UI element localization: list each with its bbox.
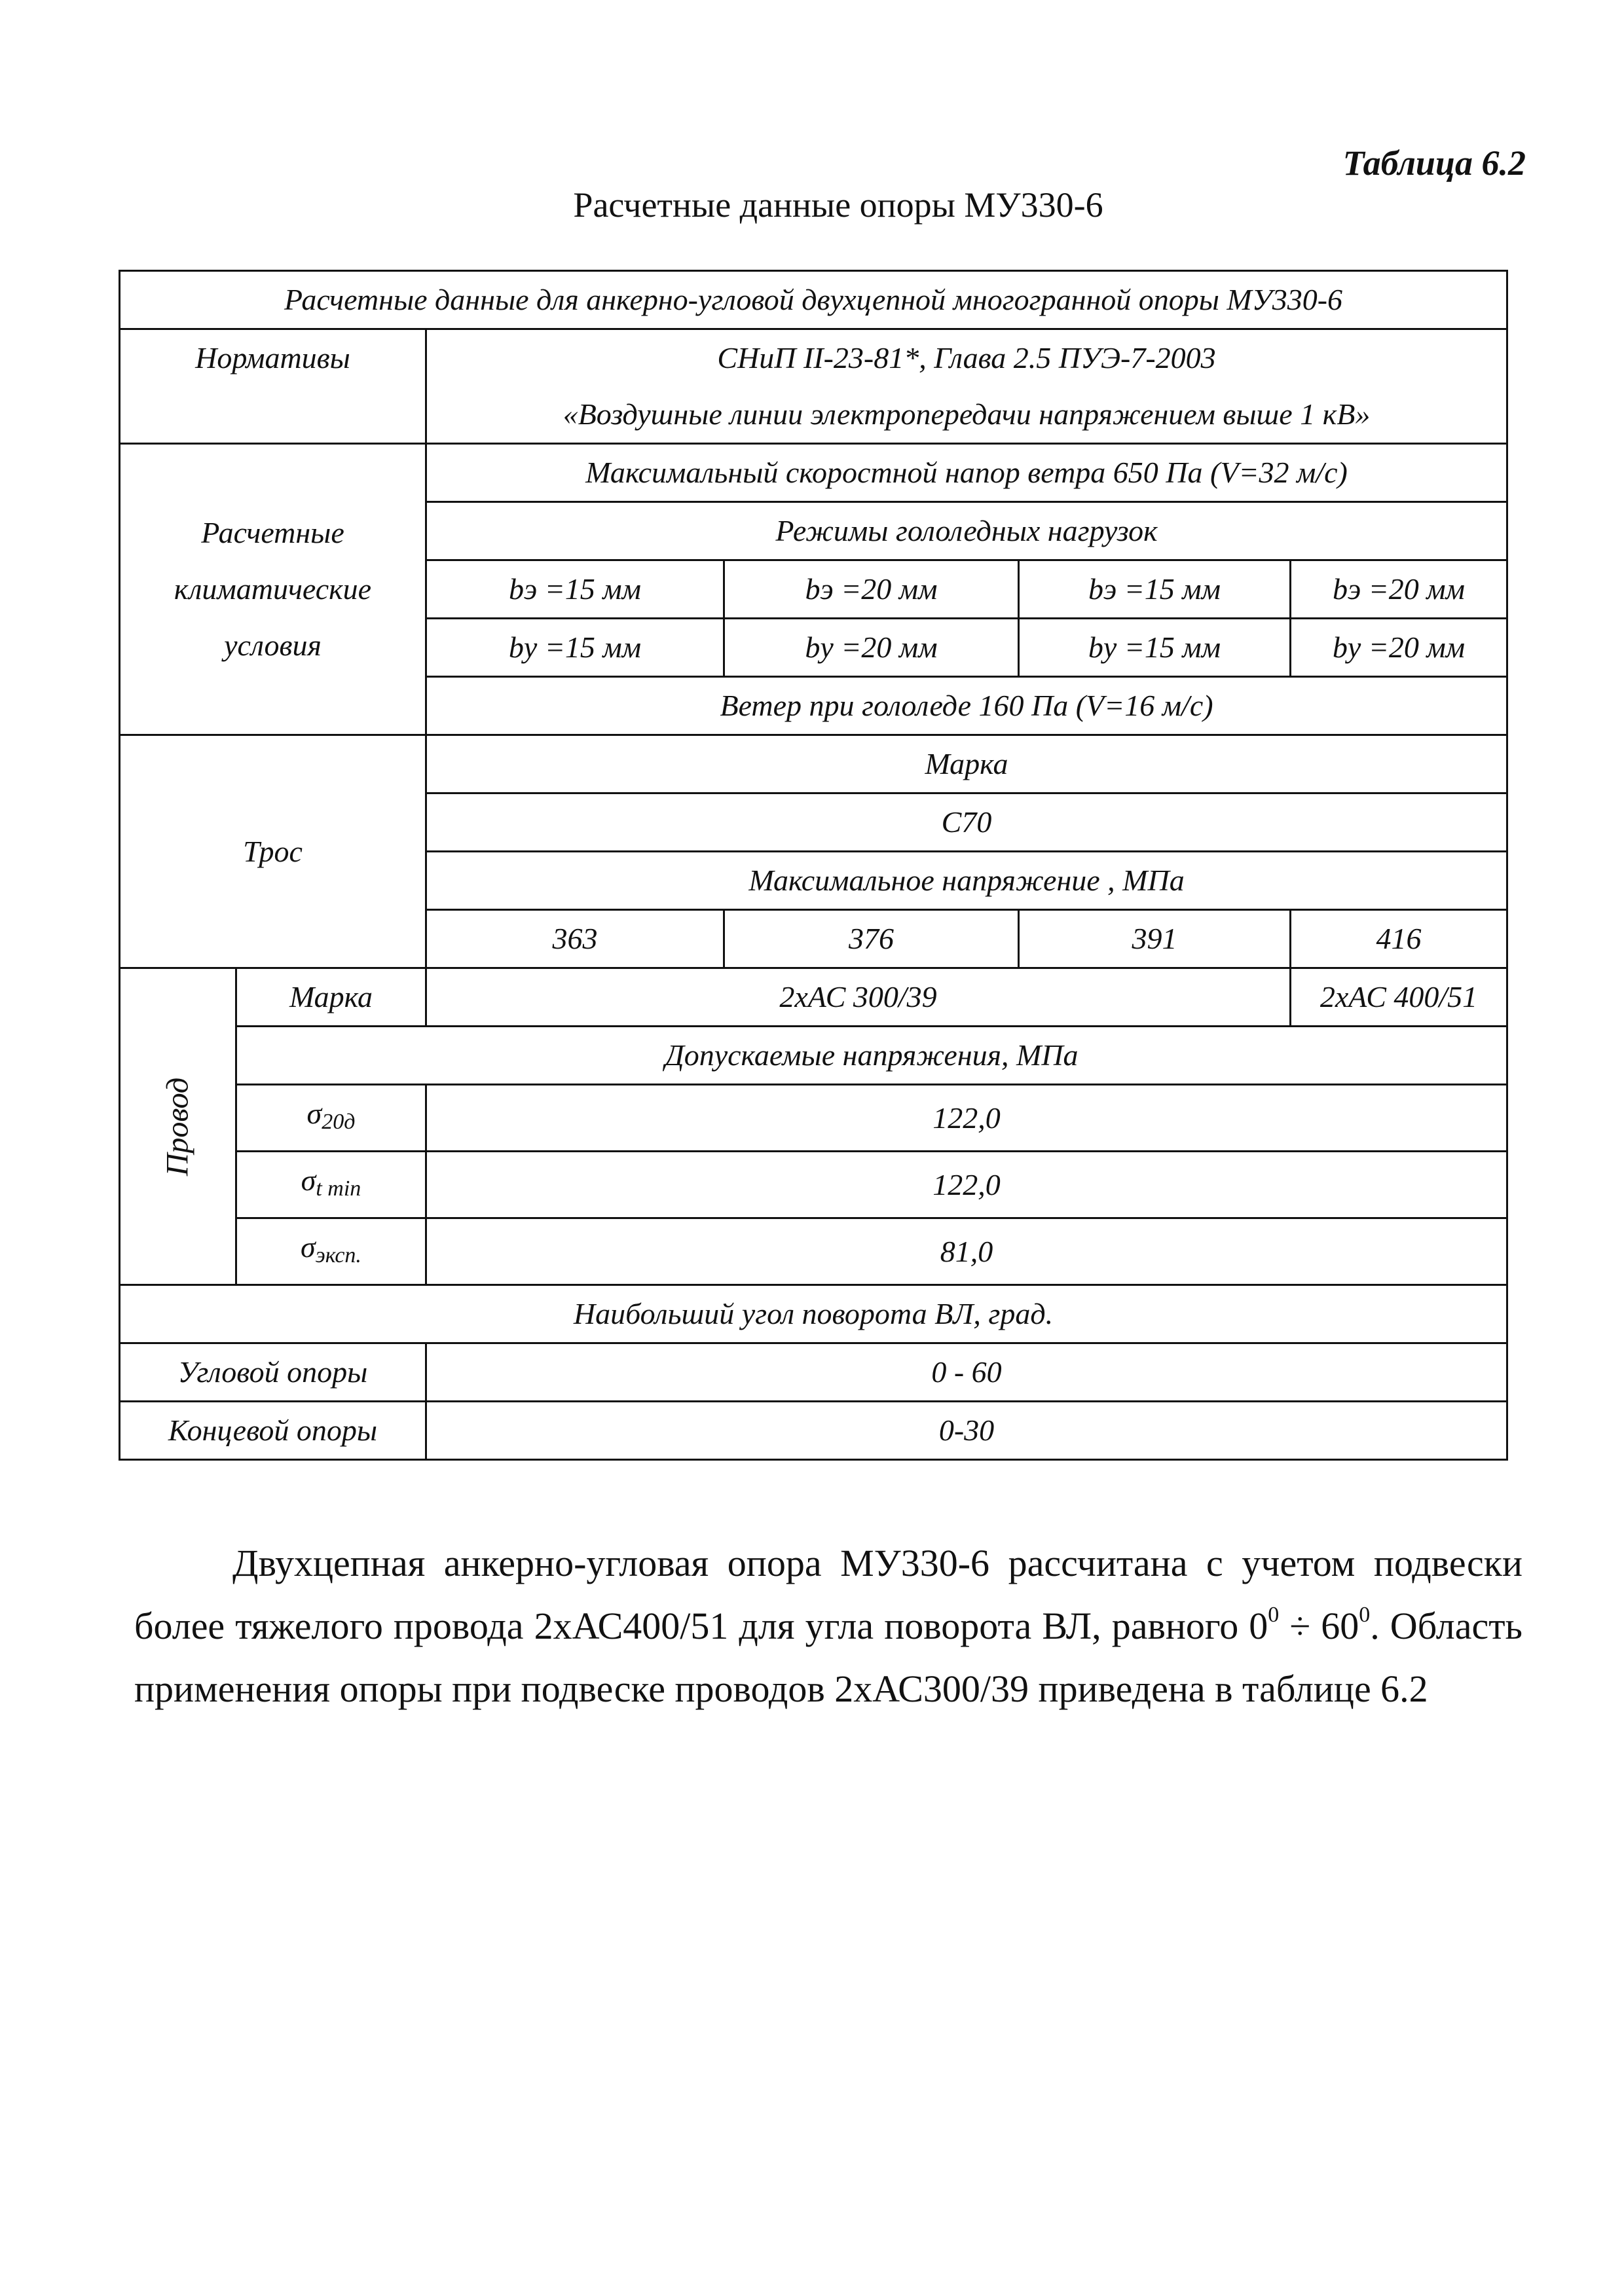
max-wind-cell: Максимальный скоростной напор ветра 650 Па (V=32 м/с) <box>426 444 1507 502</box>
wire-label-cell <box>120 968 236 1285</box>
wire-row-1 <box>120 968 1507 1027</box>
table-title: Расчетные данные опоры МУ330-6 <box>573 185 1103 225</box>
corner-support-value: 0 - 60 <box>426 1343 1507 1402</box>
climate-label-line-2: климатические <box>174 572 372 606</box>
norms-value <box>426 329 1507 444</box>
norms-line-1: СНиП II-23-81*, Глава 2.5 ПУЭ-7-2003 <box>717 341 1216 374</box>
ice-mode-3-be: bэ =15 мм <box>1019 560 1291 619</box>
ice-mode-4-by: by =20 мм <box>1291 619 1507 677</box>
wire-brand-label: Марка <box>236 968 426 1027</box>
sigma-20d-label <box>236 1085 426 1152</box>
sigma-subscript: эксп. <box>315 1243 361 1267</box>
cable-brand-label: Марка <box>426 735 1507 793</box>
sigma-symbol: σ <box>301 1163 316 1197</box>
norms-label: Нормативы <box>120 329 426 444</box>
wire-row-4 <box>120 1152 1507 1218</box>
table-header-cell: Расчетные данные для анкерно-угловой двухцепной многогранной опоры МУ330-6 <box>120 271 1507 329</box>
wire-row-5 <box>120 1218 1507 1285</box>
sigma-20d-value: 122,0 <box>426 1085 1507 1152</box>
ice-modes-cell: Режимы гололедных нагрузок <box>426 502 1507 560</box>
wire-row-2 <box>120 1027 1507 1085</box>
norms-line-2: «Воздушные линии электропередачи напряжением выше 1 кВ» <box>563 397 1371 431</box>
sigma-subscript: t min <box>316 1176 361 1201</box>
cable-max-stress-label: Максимальное напряжение , МПа <box>426 852 1507 910</box>
degree-superscript-2: 0 <box>1359 1603 1371 1627</box>
cable-max-stress-3: 391 <box>1019 910 1291 968</box>
sigma-exp-label <box>236 1218 426 1285</box>
sigma-symbol: σ <box>306 1097 322 1130</box>
sigma-subscript: 20д <box>322 1110 356 1134</box>
angle-header-row <box>120 1285 1507 1343</box>
climate-label-line-3: условия <box>224 629 322 662</box>
cable-max-stress-4: 416 <box>1291 910 1507 968</box>
sigma-tmin-label <box>236 1152 426 1218</box>
ice-mode-1-be: bэ =15 мм <box>426 560 724 619</box>
cable-brand-value: С70 <box>426 793 1507 852</box>
sigma-tmin-value: 122,0 <box>426 1152 1507 1218</box>
ice-mode-2-be: bэ =20 мм <box>724 560 1019 619</box>
ice-wind-cell: Ветер при гололеде 160 Па (V=16 м/с) <box>426 677 1507 735</box>
body-text-part-1: Двухцепная анкерно-угловая опора МУ330-6 рассчитана с учетом подвески более тяжелого провода 2хАС400/51 для угла поворота ВЛ, равного 0 <box>134 1542 1522 1647</box>
body-text-part-2: ÷ 60 <box>1279 1605 1359 1647</box>
design-data-table <box>119 270 1508 1461</box>
ice-mode-1-by: by =15 мм <box>426 619 724 677</box>
wire-row-3 <box>120 1085 1507 1152</box>
cable-row-1 <box>120 735 1507 793</box>
wire-brand-b: 2хАС 400/51 <box>1291 968 1507 1027</box>
climate-label-line-1: Расчетные <box>201 516 344 549</box>
corner-support-label: Угловой опоры <box>120 1343 426 1402</box>
sigma-symbol: σ <box>301 1230 316 1264</box>
body-text-part-3: . Область применения опоры при подвеске проводов 2хАС300/39 приведена в таблице 6.2 <box>134 1605 1522 1710</box>
angle-corner-row <box>120 1343 1507 1402</box>
cable-label: Трос <box>120 735 426 968</box>
end-support-value: 0-30 <box>426 1402 1507 1460</box>
body-paragraph <box>134 1532 1522 1721</box>
cable-max-stress-2: 376 <box>724 910 1019 968</box>
table-header-row <box>120 271 1507 329</box>
ice-mode-3-by: by =15 мм <box>1019 619 1291 677</box>
angle-header: Наибольший угол поворота ВЛ, град. <box>120 1285 1507 1343</box>
table-number-label: Таблица 6.2 <box>1342 143 1526 183</box>
wire-allowed-label: Допускаемые напряжения, МПа <box>236 1027 1507 1085</box>
ice-mode-4-be: bэ =20 мм <box>1291 560 1507 619</box>
wire-brand-a: 2хАС 300/39 <box>426 968 1291 1027</box>
cable-max-stress-1: 363 <box>426 910 724 968</box>
climate-label <box>120 444 426 735</box>
degree-superscript-1: 0 <box>1268 1603 1280 1627</box>
sigma-exp-value: 81,0 <box>426 1218 1507 1285</box>
angle-end-row <box>120 1402 1507 1460</box>
climate-row-1 <box>120 444 1507 502</box>
end-support-label: Концевой опоры <box>120 1402 426 1460</box>
norms-row <box>120 329 1507 444</box>
wire-label: Провод <box>160 1077 195 1176</box>
ice-mode-2-by: by =20 мм <box>724 619 1019 677</box>
